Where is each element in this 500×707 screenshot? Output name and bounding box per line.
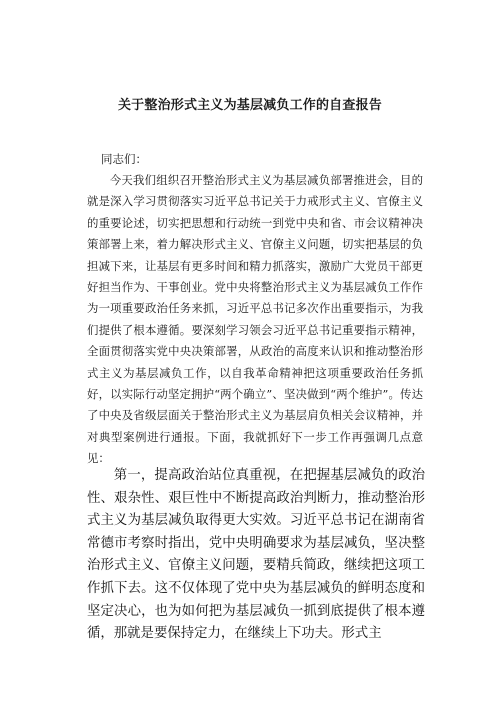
paragraph-intro: 今天我们组织召开整治形式主义为基层减负部署推进会，目的就是深入学习贯彻落实习近平总书记关于力戒形式主义、官僚主义的重要论述，切实把思想和行动统一到党中央和省、市会议精神决策部署上来，着力解决形式主义、官僚主义问题，切实把基层的负担减下来，让基层有更多时间和精力抓落实，激励广大党员干部更好担当作为、干事创业。党中央将整治形式主义为基层减负工作作为一项重要政治任务来抓，习近平总书记多次作出重要指示，为我们提供了根本遵循。要深刻学习领会习近平总书记重要指示精神，全面贯彻落实党中央决策部署，从政治的高度来认识和推动整治形式主义为基层减负工作，以自我革命精神把这项重要政治任务抓好，以实际行动坚定拥护“两个确立”、坚决做到“两个维护”。传达了中央及省级层面关于整治形式主义为基层肩负相关会议精神，并对典型案例进行通报。下面，我就抓好下一步工作再强调几点意见：: [87, 173, 423, 466]
paragraph-first-point: 第一，提高政治站位真重视，在把握基层减负的政治性、艰杂性、艰巨性中不断提高政治判断力，推动整治形式主义为基层减负取得更大实效。习近平总书记在湖南省常德市考察时指出，党中央明确要求为基层减负，坚决整治形式主义、官僚主义问题，要精兵简政，继续把这项工作抓下去。这不仅体现了党中央为基层减负的鲜明态度和坚定决心，也为如何把为基层减负一抓到底提供了根本遵循，那就是要保持定力，在继续上下功夫。形式主: [87, 468, 425, 642]
salutation: 同志们：: [101, 152, 147, 166]
document-title: 关于整治形式主义为基层减负工作的自查报告: [117, 98, 382, 113]
